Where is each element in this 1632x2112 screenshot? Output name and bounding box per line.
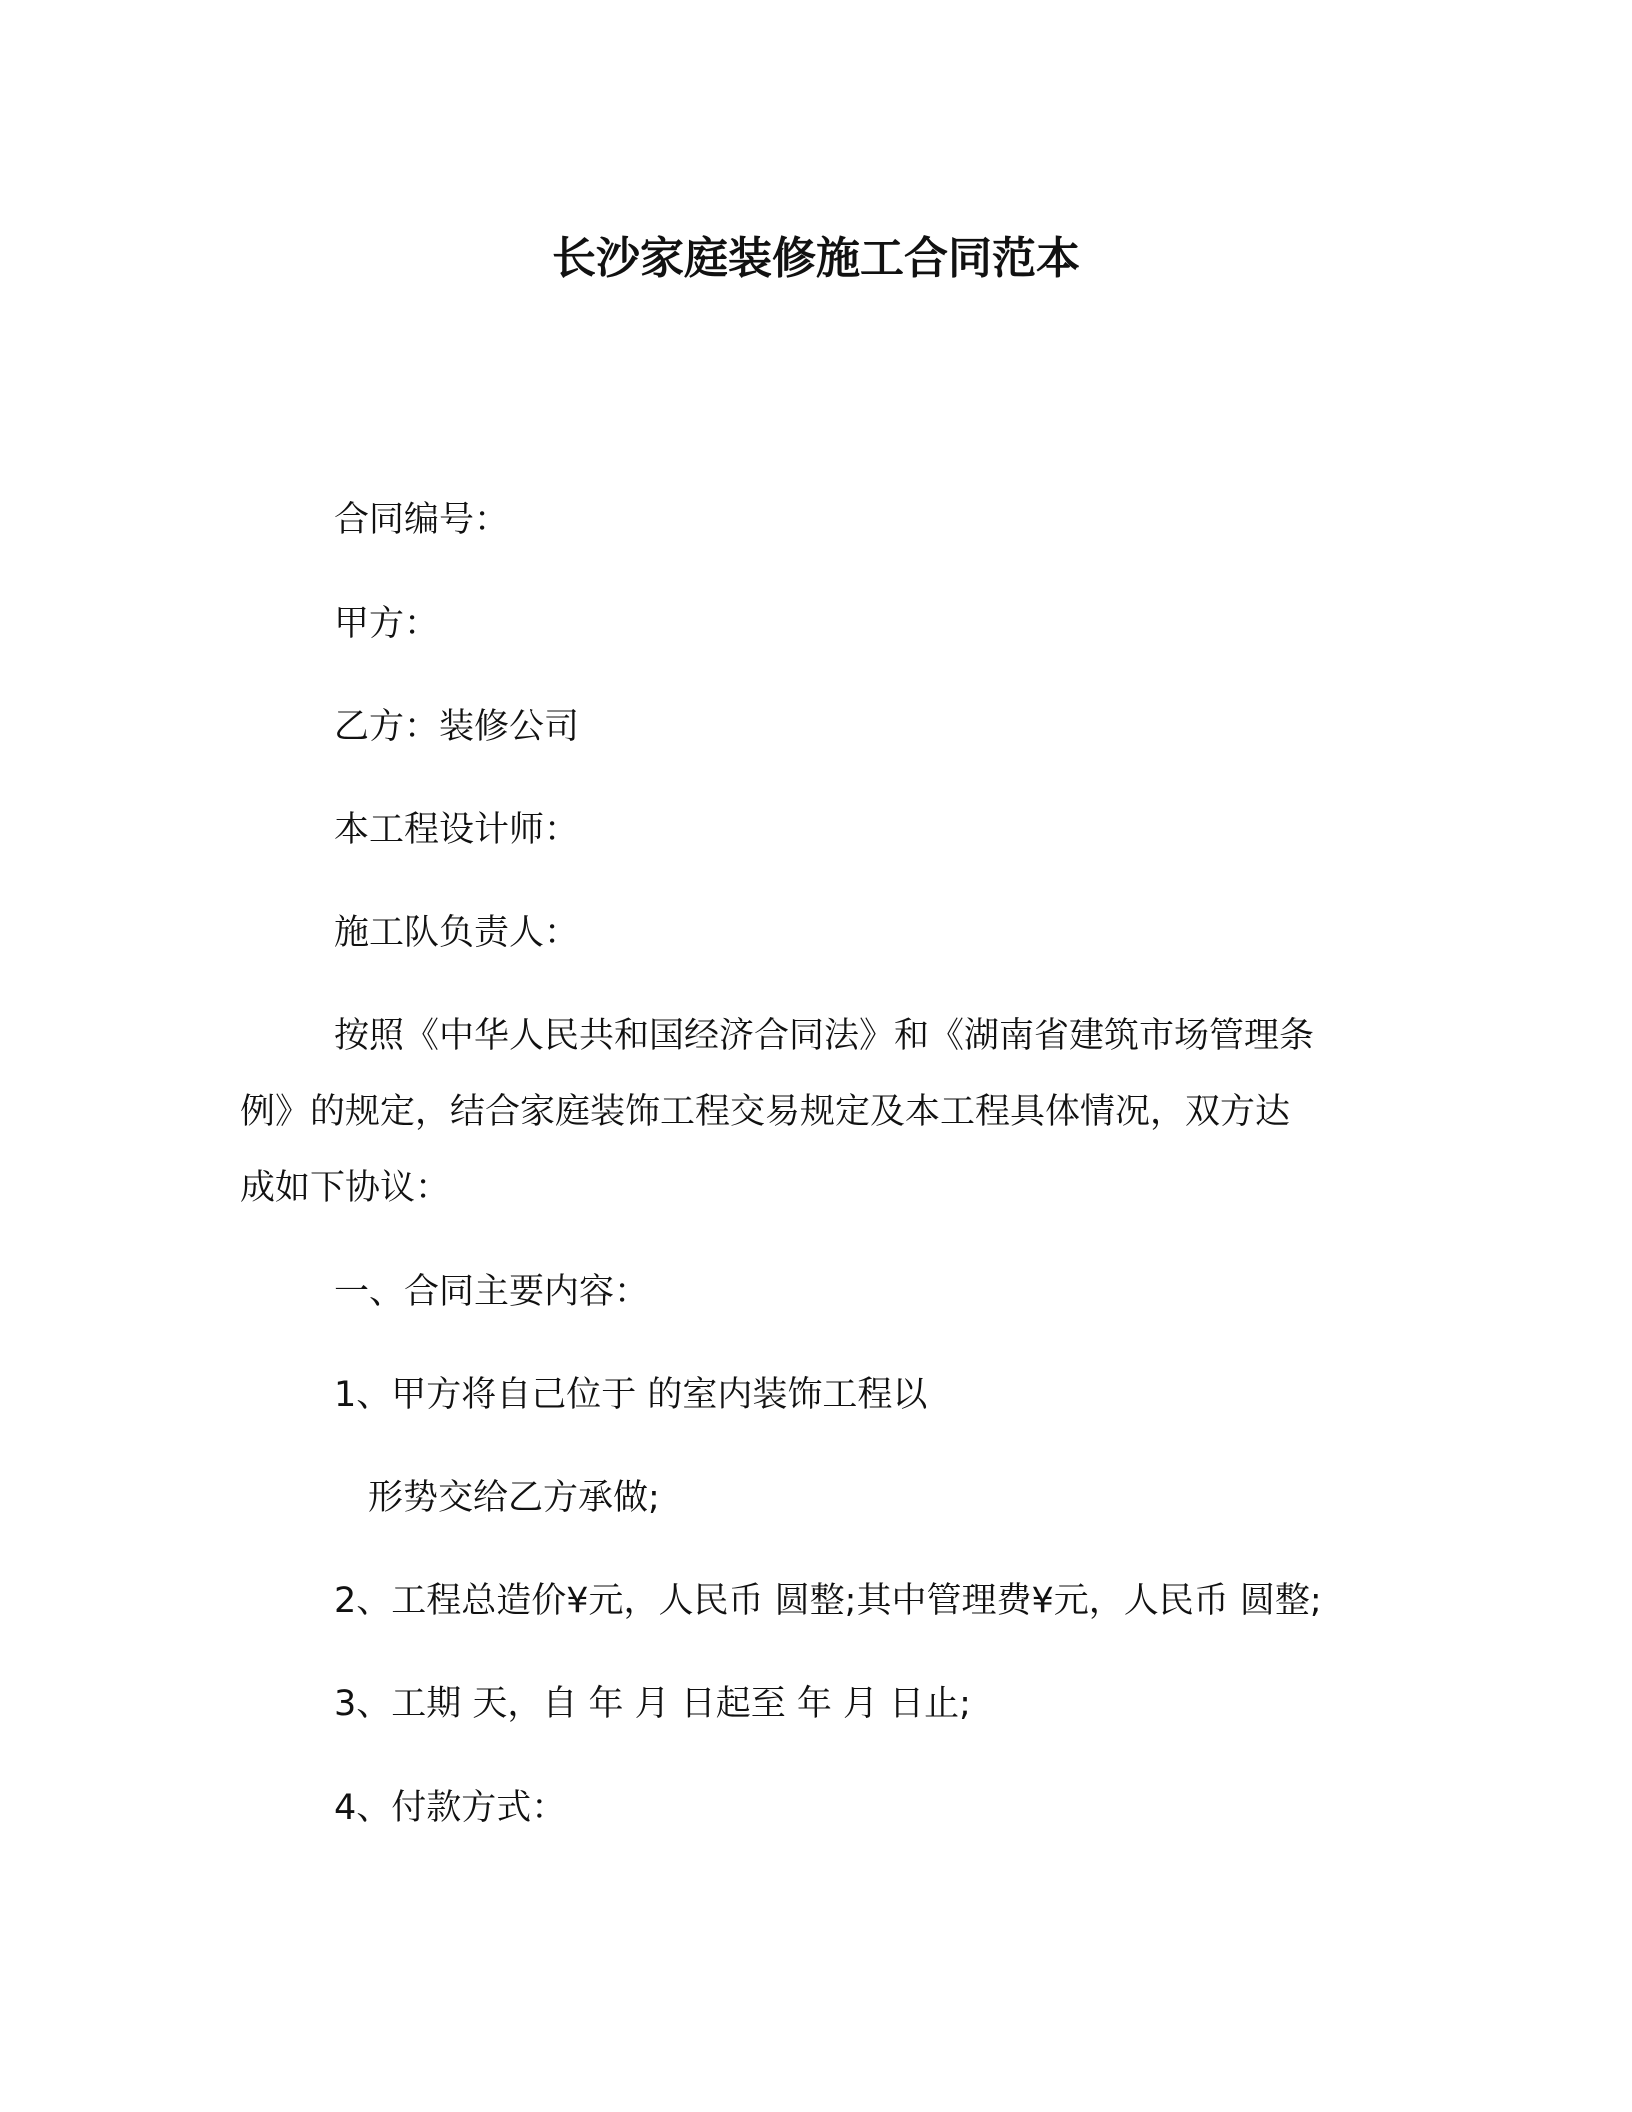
party-b-field: 乙方：装修公司 bbox=[334, 707, 580, 747]
section-1-item-1-line-1: 1、甲方将自己位于 的室内装饰工程以 bbox=[334, 1375, 928, 1415]
section-1-item-1-line-2: 形势交给乙方承做; bbox=[368, 1478, 660, 1518]
team-lead-field: 施工队负责人： bbox=[334, 913, 580, 953]
party-a-field: 甲方： bbox=[334, 604, 440, 644]
preamble-line-2: 例》的规定，结合家庭装饰工程交易规定及本工程具体情况，双方达 bbox=[240, 1092, 1291, 1132]
document-title: 长沙家庭装修施工合同范本 bbox=[552, 233, 1080, 284]
section-1-heading: 一、合同主要内容： bbox=[334, 1272, 650, 1312]
section-1-item-2: 2、工程总造价¥元，人民币 圆整;其中管理费¥元，人民币 圆整; bbox=[334, 1581, 1322, 1621]
section-1-item-4: 4、付款方式： bbox=[334, 1788, 567, 1828]
preamble-line-3: 成如下协议： bbox=[240, 1168, 451, 1208]
section-1-item-3: 3、工期 天，自 年 月 日起至 年 月 日止; bbox=[334, 1684, 971, 1724]
designer-field: 本工程设计师： bbox=[334, 810, 580, 850]
preamble-line-1: 按照《中华人民共和国经济合同法》和《湖南省建筑市场管理条 bbox=[334, 1016, 1315, 1056]
contract-number-field: 合同编号： bbox=[334, 500, 510, 540]
